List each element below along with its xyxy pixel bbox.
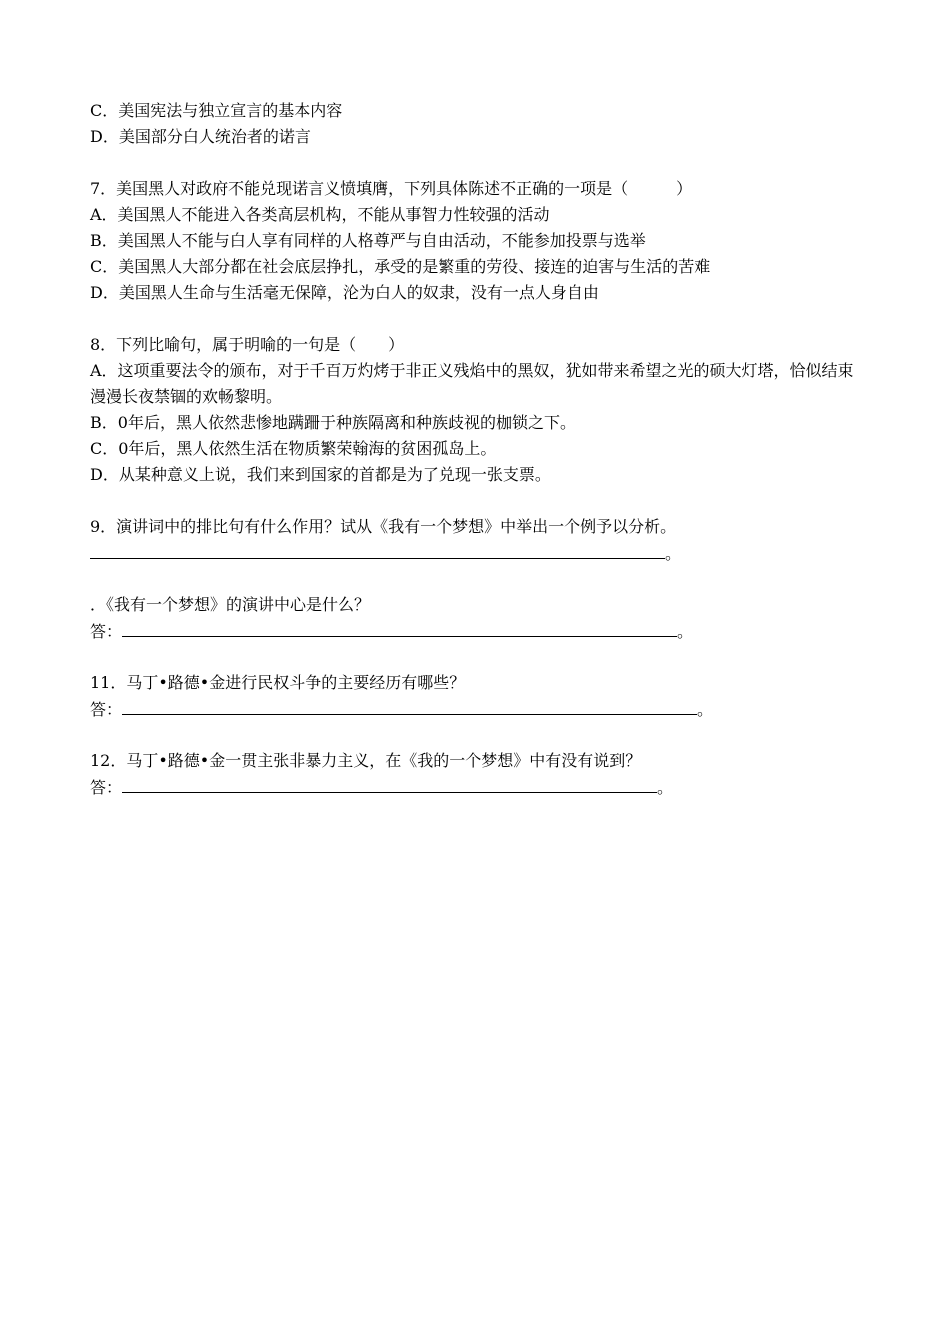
q8-stem: 8．下列比喻句，属于明喻的一句是（ ） xyxy=(90,335,405,354)
q12-answer-blank[interactable] xyxy=(122,774,657,793)
q12-end-mark: 。 xyxy=(657,778,674,797)
q8-option-d: D．从某种意义上说，我们来到国家的首都是为了兑现一张支票。 xyxy=(90,465,551,484)
q12-stem: 12．马丁•路德•金一贯主张非暴力主义，在《我的一个梦想》中有没有说到？ xyxy=(90,751,642,770)
q11-end-mark: 。 xyxy=(697,700,714,719)
q7-option-b: B．美国黑人不能与白人享有同样的人格尊严与自由活动，不能参加投票与选举 xyxy=(90,231,646,250)
q8-option-b: B．0年后，黑人依然悲惨地蹒跚于种族隔离和种族歧视的枷锁之下。 xyxy=(90,413,576,432)
q11-answer-label: 答： xyxy=(90,700,123,719)
q7-option-d: D．美国黑人生命与生活毫无保障，沦为白人的奴隶，没有一点人身自由 xyxy=(90,283,599,302)
q9-stem: 9．演讲词中的排比句有什么作用？试从《我有一个梦想》中举出一个例予以分析。 xyxy=(90,517,677,536)
q11-answer-line xyxy=(90,696,880,722)
q10-answer-label: 答： xyxy=(90,622,123,641)
q12-answer-label: 答： xyxy=(90,778,123,797)
q7-option-c: C．美国黑人大部分都在社会底层挣扎，承受的是繁重的劳役、接连的迫害与生活的苦难 xyxy=(90,257,711,276)
q11-answer-blank[interactable] xyxy=(122,696,697,715)
spacer xyxy=(90,306,880,332)
q12-answer-line xyxy=(90,774,880,800)
q8-option-c: C．0年后，黑人依然生活在物质繁荣翰海的贫困孤岛上。 xyxy=(90,439,497,458)
q9-end-mark: 。 xyxy=(665,544,682,563)
q7-stem: 7．美国黑人对政府不能兑现诺言义愤填膺，下列具体陈述不正确的一项是（ ） xyxy=(90,179,693,198)
spacer xyxy=(90,566,880,592)
q11-stem: 11．马丁•路德•金进行民权斗争的主要经历有哪些？ xyxy=(90,673,466,692)
q8-option-a: A．这项重要法令的颁布，对于千百万灼烤于非正义残焰中的黑奴，犹如带来希望之光的硕大灯塔，恰似结束漫漫长夜禁锢的欢畅黎明。 xyxy=(90,361,854,406)
q10-answer-blank[interactable] xyxy=(122,618,677,637)
q10-end-mark: 。 xyxy=(677,622,694,641)
spacer xyxy=(90,488,880,514)
q9-answer-blank[interactable] xyxy=(90,540,665,559)
q7-option-a: A．美国黑人不能进入各类高层机构，不能从事智力性较强的活动 xyxy=(90,205,550,224)
spacer xyxy=(90,150,880,176)
spacer xyxy=(90,722,880,748)
q6-option-c: C．美国宪法与独立宣言的基本内容 xyxy=(90,101,343,120)
q6-option-d: D．美国部分白人统治者的诺言 xyxy=(90,127,311,146)
q10-stem: ．《我有一个梦想》的演讲中心是什么？ xyxy=(90,595,371,614)
spacer xyxy=(90,644,880,670)
worksheet-page xyxy=(90,98,880,800)
q9-answer-line xyxy=(90,540,880,566)
q10-answer-line xyxy=(90,618,880,644)
